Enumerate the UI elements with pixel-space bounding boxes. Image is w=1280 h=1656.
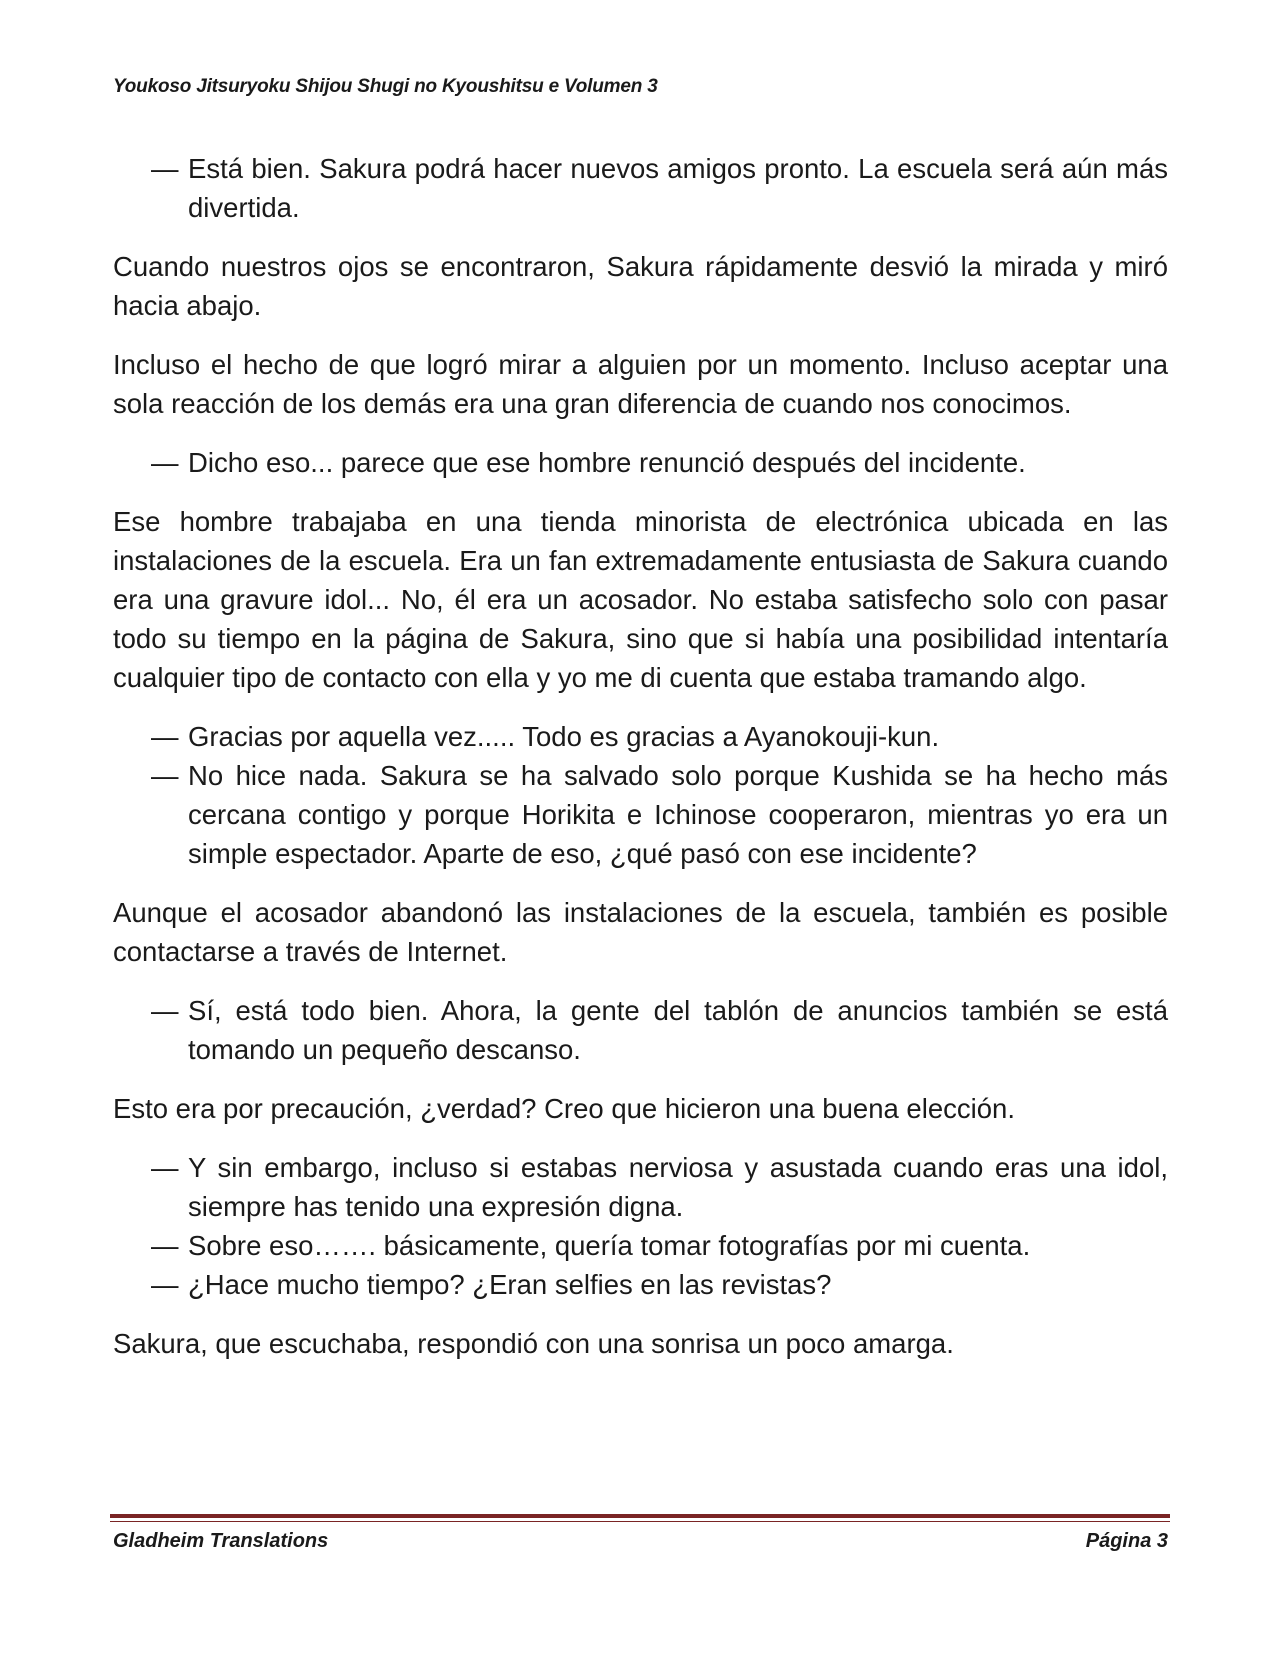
narration-paragraph: Esto era por precaución, ¿verdad? Creo que hicieron una buena elección. — [113, 1093, 1015, 1124]
narration-paragraph: Sakura, que escuchaba, respondió con una sonrisa un poco amarga. — [113, 1328, 954, 1359]
footer-page-number: Página 3 — [1085, 1530, 1168, 1552]
dialogue-dash: — — [151, 153, 179, 184]
narration-paragraph: Aunque el acosador abandonó las instalaciones de la escuela, también es posible contactarse a través de Internet. — [113, 897, 1168, 967]
footer-rule-thin — [110, 1521, 1170, 1522]
dialogue-line — [113, 1148, 1168, 1226]
dialogue-group — [113, 991, 1168, 1069]
dialogue-dash: — — [151, 995, 179, 1026]
dialogue-line — [113, 756, 1168, 873]
narration-paragraph: Ese hombre trabajaba en una tienda minorista de electrónica ubicada en las instalaciones de la escuela. Era un fan extremadamente entusiasta de Sakura cuando era una gravure idol... No, él era un acosador. No estaba satisfecho solo con pasar todo su tiempo en la página de Sakura, sino que si había una posibilidad intentaría cualquier tipo de contacto con ella y yo me di cuenta que estaba tramando algo. — [113, 506, 1168, 693]
dialogue-text: ¿Hace mucho tiempo? ¿Eran selfies en las revistas? — [188, 1269, 832, 1300]
dialogue-line — [113, 443, 1168, 482]
dialogue-line — [113, 1265, 1168, 1304]
dialogue-dash: — — [151, 1230, 179, 1261]
dialogue-dash: — — [151, 721, 179, 752]
dialogue-dash: — — [151, 447, 179, 478]
dialogue-line — [113, 717, 1168, 756]
dialogue-text: No hice nada. Sakura se ha salvado solo porque Kushida se ha hecho más cercana contigo y porque Horikita e Ichinose cooperaron, mientras yo era un simple espectador. Aparte de eso, ¿qué pasó con ese incidente? — [188, 760, 1168, 869]
dialogue-group — [113, 717, 1168, 873]
dialogue-text: Y sin embargo, incluso si estabas nerviosa y asustada cuando eras una idol, siempre has tenido una expresión digna. — [188, 1152, 1168, 1222]
dialogue-group — [113, 443, 1168, 482]
dialogue-text: Sobre eso……. básicamente, quería tomar fotografías por mi cuenta. — [188, 1230, 1031, 1261]
narration-paragraph: Cuando nuestros ojos se encontraron, Sakura rápidamente desvió la mirada y miró hacia abajo. — [113, 251, 1168, 321]
dialogue-line — [113, 1226, 1168, 1265]
page-header-title: Youkoso Jitsuryoku Shijou Shugi no Kyoushitsu e Volumen 3 — [113, 76, 658, 97]
dialogue-dash: — — [151, 1269, 179, 1300]
footer-publisher: Gladheim Translations — [113, 1530, 329, 1552]
footer-rule-thick — [110, 1514, 1170, 1518]
dialogue-line — [113, 149, 1168, 227]
dialogue-group — [113, 1148, 1168, 1304]
page-body — [113, 149, 1168, 1383]
dialogue-text: Gracias por aquella vez..... Todo es gracias a Ayanokouji-kun. — [188, 721, 940, 752]
dialogue-line — [113, 991, 1168, 1069]
dialogue-group — [113, 149, 1168, 227]
dialogue-text: Sí, está todo bien. Ahora, la gente del tablón de anuncios también se está tomando un pequeño descanso. — [188, 995, 1168, 1065]
narration-paragraph: Incluso el hecho de que logró mirar a alguien por un momento. Incluso aceptar una sola reacción de los demás era una gran diferencia de cuando nos conocimos. — [113, 349, 1168, 419]
dialogue-text: Dicho eso... parece que ese hombre renunció después del incidente. — [188, 447, 1026, 478]
dialogue-text: Está bien. Sakura podrá hacer nuevos amigos pronto. La escuela será aún más divertida. — [188, 153, 1168, 223]
dialogue-dash: — — [151, 1152, 179, 1183]
dialogue-dash: — — [151, 760, 179, 791]
